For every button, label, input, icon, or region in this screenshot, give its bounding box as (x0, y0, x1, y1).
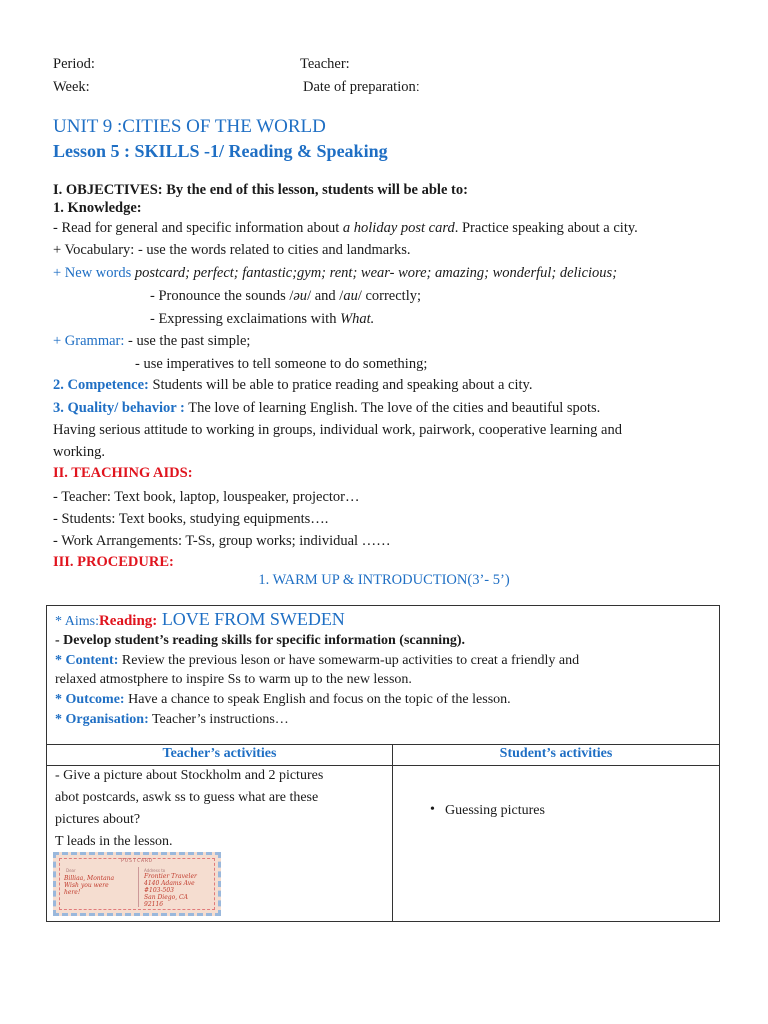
table-column-divider (392, 744, 393, 921)
knowledge-line-1-italic: a holiday post card (342, 220, 455, 236)
new-words-label: + New words (53, 265, 132, 281)
develop-line: - Develop student’s reading skills for specific information (scanning). (55, 633, 466, 648)
content-line-2: relaxed atmostphere to inspire Ss to warm up to the new lesson. (55, 672, 412, 687)
pronounce-sound-2: au (343, 288, 358, 304)
quality-label: 3. Quality/ behavior : (53, 400, 185, 416)
teacher-activity-2: abot postcards, aswk ss to guess what are these (55, 790, 319, 805)
knowledge-line-1a: - Read for general and specific information about (53, 220, 343, 236)
postcard-title: POSTCARD (120, 858, 154, 864)
outcome-text: Have a chance to speak English and focus on the topic of the lesson. (124, 692, 511, 707)
grammar-item-1: - use the past simple; (124, 333, 251, 349)
postcard-message: Billiaa, Montana Wish you were here! (64, 875, 115, 896)
postcard-right-label: Address to (144, 868, 166, 873)
teacher-activities-header: Teacher’s activities (162, 746, 277, 761)
teaching-aids-heading: II. TEACHING AIDS: (53, 465, 193, 481)
warm-up-heading: 1. WARM UP & INTRODUCTION(3’- 5’) (258, 572, 510, 588)
exclamation-line (150, 310, 374, 328)
aids-teacher: - Teacher: Text book, laptop, louspeaker, projector… (53, 489, 360, 505)
organisation-line (55, 711, 289, 729)
outcome-label: * Outcome: (55, 692, 125, 707)
pronounce-line (150, 287, 421, 305)
objectives-heading-rest: By the end of this lesson, students will be able to: (162, 182, 468, 198)
knowledge-line-1b: . Practice speaking about a city. (454, 220, 638, 236)
exclamation-a: - Expressing exclaimations with (150, 311, 341, 327)
student-activity-1: • Guessing pictures (445, 803, 545, 819)
objectives-heading (53, 181, 468, 199)
unit-title: UNIT 9 :CITIES OF THE WORLD (53, 116, 326, 137)
content-text-1: Review the previous leson or have somewarm-up activities to creat a friendly and (118, 653, 580, 668)
postcard-address: Frontier Traveler 4140 Adams Ave #103-503 San Diego, CA 92116 (144, 873, 197, 908)
postcard-divider (138, 867, 139, 907)
competence-label: 2. Competence: (53, 377, 149, 393)
new-words-line (53, 264, 617, 282)
teacher-activity-3: pictures about? (55, 812, 141, 827)
pronounce-sound-1: əu (293, 288, 308, 304)
postcard-image (53, 852, 221, 916)
week-label: Week: (53, 79, 90, 95)
content-label: * Content: (55, 653, 119, 668)
organisation-label: * Organisation: (55, 712, 149, 727)
aids-arrangements: - Work Arrangements: T-Ss, group works; individual …… (53, 533, 391, 549)
aims-title: LOVE FROM SWEDEN (157, 609, 345, 629)
pronounce-c: / correctly; (357, 288, 422, 304)
table-divider-top (47, 744, 719, 745)
new-words-list: postcard; perfect; fantastic;gym; rent; wear- wore; amazing; wonderful; delicious; (134, 265, 618, 281)
grammar-label: + Grammar: (53, 333, 125, 349)
teacher-activity-4: T leads in the lesson. (55, 834, 173, 849)
period-label: Period: (53, 56, 95, 72)
pronounce-b: / and / (307, 288, 344, 304)
warm-up-table (46, 605, 720, 922)
postcard-left-label: Dear (66, 868, 76, 873)
aims-line (55, 610, 345, 631)
grammar-line-1 (53, 332, 250, 350)
competence-line (53, 376, 532, 394)
aids-students: - Students: Text books, studying equipments…. (53, 511, 329, 527)
exclamation-what: What. (340, 311, 375, 327)
content-line-1 (55, 652, 579, 670)
student-activities-header: Student’s activities (499, 746, 613, 761)
organisation-text: Teacher’s instructions… (148, 712, 289, 727)
grammar-line-2: - use imperatives to tell someone to do something; (135, 356, 428, 372)
knowledge-line-1 (53, 219, 638, 237)
aims-reading: Reading: (98, 613, 158, 629)
aims-label: * Aims: (55, 614, 99, 629)
objectives-heading-bold: I. OBJECTIVES: (53, 182, 163, 198)
date-prep-label: Date of preparationː (303, 79, 420, 95)
knowledge-heading: 1. Knowledge: (53, 200, 142, 216)
quality-line-2: Having serious attitude to working in groups, individual work, pairwork, cooperative learning and (53, 422, 622, 438)
vocabulary-line: + Vocabulary: - use the words related to cities and landmarks. (53, 242, 411, 258)
teacher-activity-1: - Give a picture about Stockholm and 2 pictures (55, 768, 324, 783)
teacher-label: Teacher: (300, 56, 350, 72)
competence-text: Students will be able to pratice reading and speaking about a city. (148, 377, 533, 393)
quality-line-3: working. (53, 444, 105, 460)
lesson-title: Lesson 5 : SKILLS -1/ Reading & Speaking (53, 141, 388, 161)
quality-text-1: The love of learning English. The love of the cities and beautiful spots. (184, 400, 601, 416)
quality-line-1 (53, 399, 600, 417)
pronounce-a: - Pronounce the sounds / (150, 288, 294, 304)
outcome-line (55, 691, 511, 709)
procedure-heading: III. PROCEDURE: (53, 554, 174, 570)
